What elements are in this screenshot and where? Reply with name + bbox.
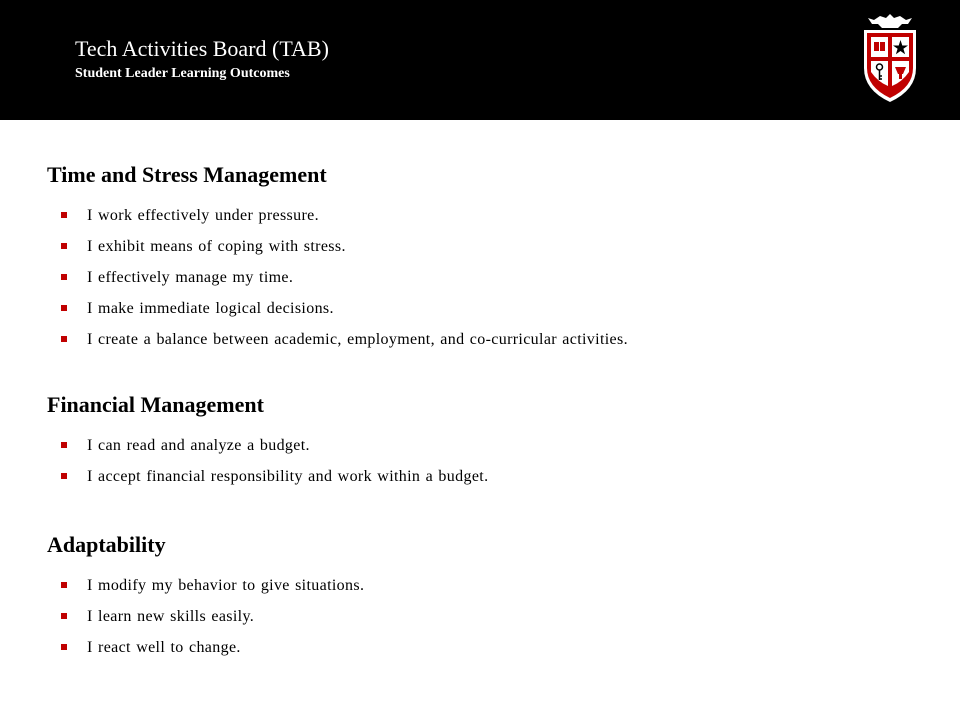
list-item-text: I learn new skills easily.: [87, 608, 255, 625]
list-item: [59, 262, 628, 293]
square-bullet-icon: [61, 243, 67, 249]
list-item: [59, 430, 488, 461]
header-bar: [0, 0, 960, 120]
square-bullet-icon: [61, 582, 67, 588]
square-bullet-icon: [61, 212, 67, 218]
list-item-text: I effectively manage my time.: [87, 269, 294, 286]
list-item-text: I work effectively under pressure.: [87, 207, 319, 224]
list-item: [59, 231, 628, 262]
bullet-list: [59, 430, 488, 492]
list-item: [59, 570, 364, 601]
square-bullet-icon: [61, 473, 67, 479]
page-subtitle: Student Leader Learning Outcomes: [75, 66, 290, 81]
list-item: [59, 293, 628, 324]
bullet-list: [59, 570, 364, 663]
university-shield-emblem-icon: [858, 12, 922, 104]
square-bullet-icon: [61, 613, 67, 619]
section-title: Financial Management: [47, 392, 264, 417]
square-bullet-icon: [61, 274, 67, 280]
section-title: Time and Stress Management: [47, 162, 327, 187]
list-item-text: I can read and analyze a budget.: [87, 437, 310, 454]
list-item-text: I make immediate logical decisions.: [87, 300, 334, 317]
list-item: [59, 632, 364, 663]
page-title: Tech Activities Board (TAB): [75, 36, 329, 61]
square-bullet-icon: [61, 336, 67, 342]
square-bullet-icon: [61, 644, 67, 650]
list-item-text: I modify my behavior to give situations.: [87, 577, 365, 594]
list-item-text: I accept financial responsibility and work within a budget.: [87, 468, 489, 485]
list-item: [59, 200, 628, 231]
section-adaptability: [47, 530, 364, 663]
section-financial-management: [47, 390, 488, 492]
section-time-stress: [47, 160, 628, 355]
square-bullet-icon: [61, 442, 67, 448]
list-item: [59, 601, 364, 632]
square-bullet-icon: [61, 305, 67, 311]
bullet-list: [59, 200, 628, 355]
section-title: Adaptability: [47, 532, 166, 557]
list-item: [59, 324, 628, 355]
list-item-text: I create a balance between academic, employment, and co-curricular activities.: [87, 331, 628, 348]
list-item: [59, 461, 488, 492]
list-item-text: I react well to change.: [87, 639, 241, 656]
list-item-text: I exhibit means of coping with stress.: [87, 238, 346, 255]
